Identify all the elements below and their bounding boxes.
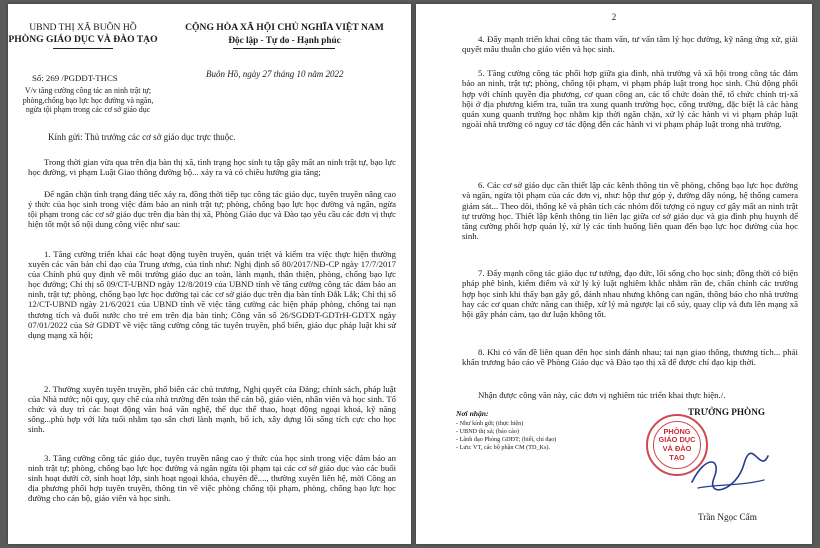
paragraph-item-1: 1. Tăng cường triển khai các hoạt động tuyên truyền, quán triệt và kiểm tra việc thực hiện thường xuyên các văn bản chỉ đạo của Trung ương, của tỉnh như: Nghị định số 80/2017/NĐ-CP ngày 17/7/2017 của Chính phủ quy định về môi trường giáo dục an toàn, lành mạnh, thân thiện, phòng, chống bạo lực học đường; Chỉ thị số 09/CT-UBND ngày 12/8/2019 của UBND tỉnh về tăng cường công tác đảm bảo an ninh, trật tự; phòng, chống bạo lực học đường tại các cơ sở giáo dục trên địa bàn tỉnh Đắk Lắk; Chỉ thị số 12/CT-UBND ngày 21/6/2021 của UBND tỉnh về việc tăng cường các biện pháp phòng, chống tai nạn thương tích và đuối nước cho trẻ em trên địa bàn tỉnh; Công văn số 26/SGDĐT-GDTrH-GDTX ngày 07/01/2022 của Sở GDĐT về việc tăng cường công tác tuyên truyền, phổ biến, giáo dục pháp luật khi sử dụng mạng xã hội;	[28, 249, 396, 340]
paragraph-item-6: 6. Các cơ sở giáo dục cần thiết lập các kênh thông tin về phòng, chống bạo lực học đường và ngăn, ngừa tội phạm của các đơn vị, như: hộp thư góp ý, đường dây nóng, hệ thống camera giám sát... Theo dõi, thống kê và phân tích các nhóm đối tượng có nguy cơ gây mất an ninh trật tự trường học. Thiết lập kênh thông tin liên lạc giữa cơ sở giáo dục và gia đình phụ huynh để tăng cường phối hợp quản lý, xử lý các tình huống liên quan đến bạo lực học đường của học sinh.	[462, 180, 798, 242]
page-number: 2	[611, 12, 617, 22]
recipient-2: - UBND thị xã; (báo cáo)	[456, 428, 520, 435]
paragraph-item-7: 7. Đẩy mạnh công tác giáo dục tư tưởng, đạo đức, lối sống cho học sinh; đồng thời có biện pháp phê bình, kiểm điểm và xử lý kỷ luật nghiêm khắc nhằm răn đe, chấn chỉnh các trường hợp học sinh khi thấy bạn gây gổ, đánh nhau nhưng không can ngăn, thông báo cho nhà trường hay các cơ quan chức năng can thiệp, xử lý mà ngược lại cổ súy, quay clip và đưa lên mạng xã hội gây phản cảm, tạo dư luận không tốt.	[462, 268, 798, 320]
paragraph-item-2: 2. Thường xuyên tuyên truyền, phổ biến các chủ trương, Nghị quyết của Đảng; chính sách, pháp luật của Nhà nước; nội quy, quy chế của nhà trường đến toàn thể cán bộ, giáo viên, nhân viên và học sinh. Tổ chức và duy trì các hoạt động văn hoá văn nghệ, thể dục thể thao, hoạt động ngoại khoá, kỹ năng sống...phù hợp với lứa tuổi nhằm tạo sân chơi lành mạnh, bổ ích, xây dựng lối sống tích cực cho học sinh.	[28, 384, 396, 435]
paragraph-directive: Để ngăn chặn tình trạng đáng tiếc xảy ra, đồng thời tiếp tục công tác giáo dục, tuyên truyền nâng cao ý thức của học sinh trong việc đảm bảo an ninh trật tự; phòng, chống bạo lực học đường và ngăn, ngừa tội phạm trong các cơ sở giáo dục trên địa bàn thị xã, Phòng Giáo dục và Đào tạo yêu cầu các đơn vị thực hiện tốt một số nội dung công việc như sau:	[28, 189, 396, 230]
handwritten-signature	[684, 444, 774, 504]
recipient-3: - Lãnh đạo Phòng GDĐT; (biết, chỉ đạo)	[456, 436, 557, 443]
document-page-2	[416, 4, 812, 544]
agency-name: PHÒNG GIÁO DỤC VÀ ĐÀO TẠO	[8, 34, 158, 45]
signer-name: Trần Ngọc Cẩm	[698, 512, 757, 522]
recipient-4: - Lưu: VT, các bộ phận CM (TD_Ks).	[456, 444, 551, 451]
motto-underline	[233, 48, 335, 49]
signer-title: TRƯỞNG PHÒNG	[688, 407, 765, 417]
document-page-1	[8, 4, 411, 544]
agency-underline	[53, 48, 113, 49]
paragraph-item-5: 5. Tăng cường công tác phối hợp giữa gia đình, nhà trường và xã hội trong công tác đảm bảo an ninh, trật tự; phòng, chống tội phạm, vi phạm pháp luật trong học sinh. Chủ động phối hợp với chính quyền địa phương, cơ quan công an, các tổ chức đoàn thể, tổ chức chính trị-xã hội ở địa phương kiểm tra, tuần tra xung quanh trường học, cổng trường, đặc biệt là các hàng quán xung quanh trường học nhằm kịp thời ngăn chặn, xử lý các hành vi vi phạm pháp luật ngoài nhà trường có nguy cơ tác động đến các hành vi vi phạm pháp luật trong nhà trường.	[462, 68, 798, 130]
place-and-date: Buôn Hồ, ngày 27 tháng 10 năm 2022	[206, 69, 344, 79]
paragraph-item-8: 8. Khi có vấn đề liên quan đến học sinh đánh nhau; tai nạn giao thông, thương tích... phải khẩn trương báo cáo về Phòng Giáo dục và Đào tạo thị xã để được chỉ đạo kịp thời.	[462, 347, 798, 368]
paragraph-intro: Trong thời gian vừa qua trên địa bàn thị xã, tình trạng học sinh tụ tập gây mất an ninh trật tự, bạo lực học đường, vi phạm Luật Giao thông đường bộ... xảy ra và có chiều hướng gia tăng;	[28, 157, 396, 178]
recipients-title: Nơi nhận:	[456, 409, 489, 418]
stamp-text: PHÒNG GIÁO DỤC VÀ ĐÀO TẠO	[653, 421, 701, 469]
closing-sentence: Nhận được công văn này, các đơn vị nghiêm túc triển khai thực hiện./.	[478, 390, 726, 400]
recipient-line: Kính gửi: Thủ trưởng các cơ sở giáo dục trực thuộc.	[48, 132, 236, 142]
recipient-1: - Như kính gửi; (thực hiện)	[456, 420, 524, 427]
paragraph-item-4: 4. Đẩy mạnh triển khai công tác tham vấn, tư vấn tâm lý học đường, kỹ năng ứng xử, giải quyết mâu thuẫn cho giáo viên và học sinh.	[462, 34, 798, 55]
paragraph-item-3: 3. Tăng cường công tác giáo dục, tuyên truyền nâng cao ý thức của học sinh trong việc đảm bảo an ninh trật tự; phòng, chống bạo lực học đường và ngăn ngừa tội phạm tại các cơ sở giáo dục vào các buổi sinh hoạt dưới cờ, sinh hoạt lớp, sinh hoạt ngoại khóa, chuyên đề...., thường xuyên liên hệ, mời Công an địa phương phối hợp tuyên truyền, thông tin về việc phòng chống tội phạm, phòng, chống bạo lực học đường cho cán bộ, giáo viên và học sinh.	[28, 453, 396, 504]
agency-top: UBND THỊ XÃ BUÔN HỒ	[29, 22, 137, 33]
document-number: Số: 269 /PGDĐT-THCS	[32, 73, 118, 83]
national-motto: Độc lập - Tự do - Hạnh phúc	[228, 35, 341, 45]
document-subject: V/v tăng cường công tác an ninh trật tự; phòng,chống bạo lực học đường và ngăn, ngừa tội phạm trong các cơ sở giáo dục	[22, 86, 154, 115]
country-name: CỘNG HÒA XÃ HỘI CHỦ NGHĨA VIỆT NAM	[185, 22, 384, 33]
